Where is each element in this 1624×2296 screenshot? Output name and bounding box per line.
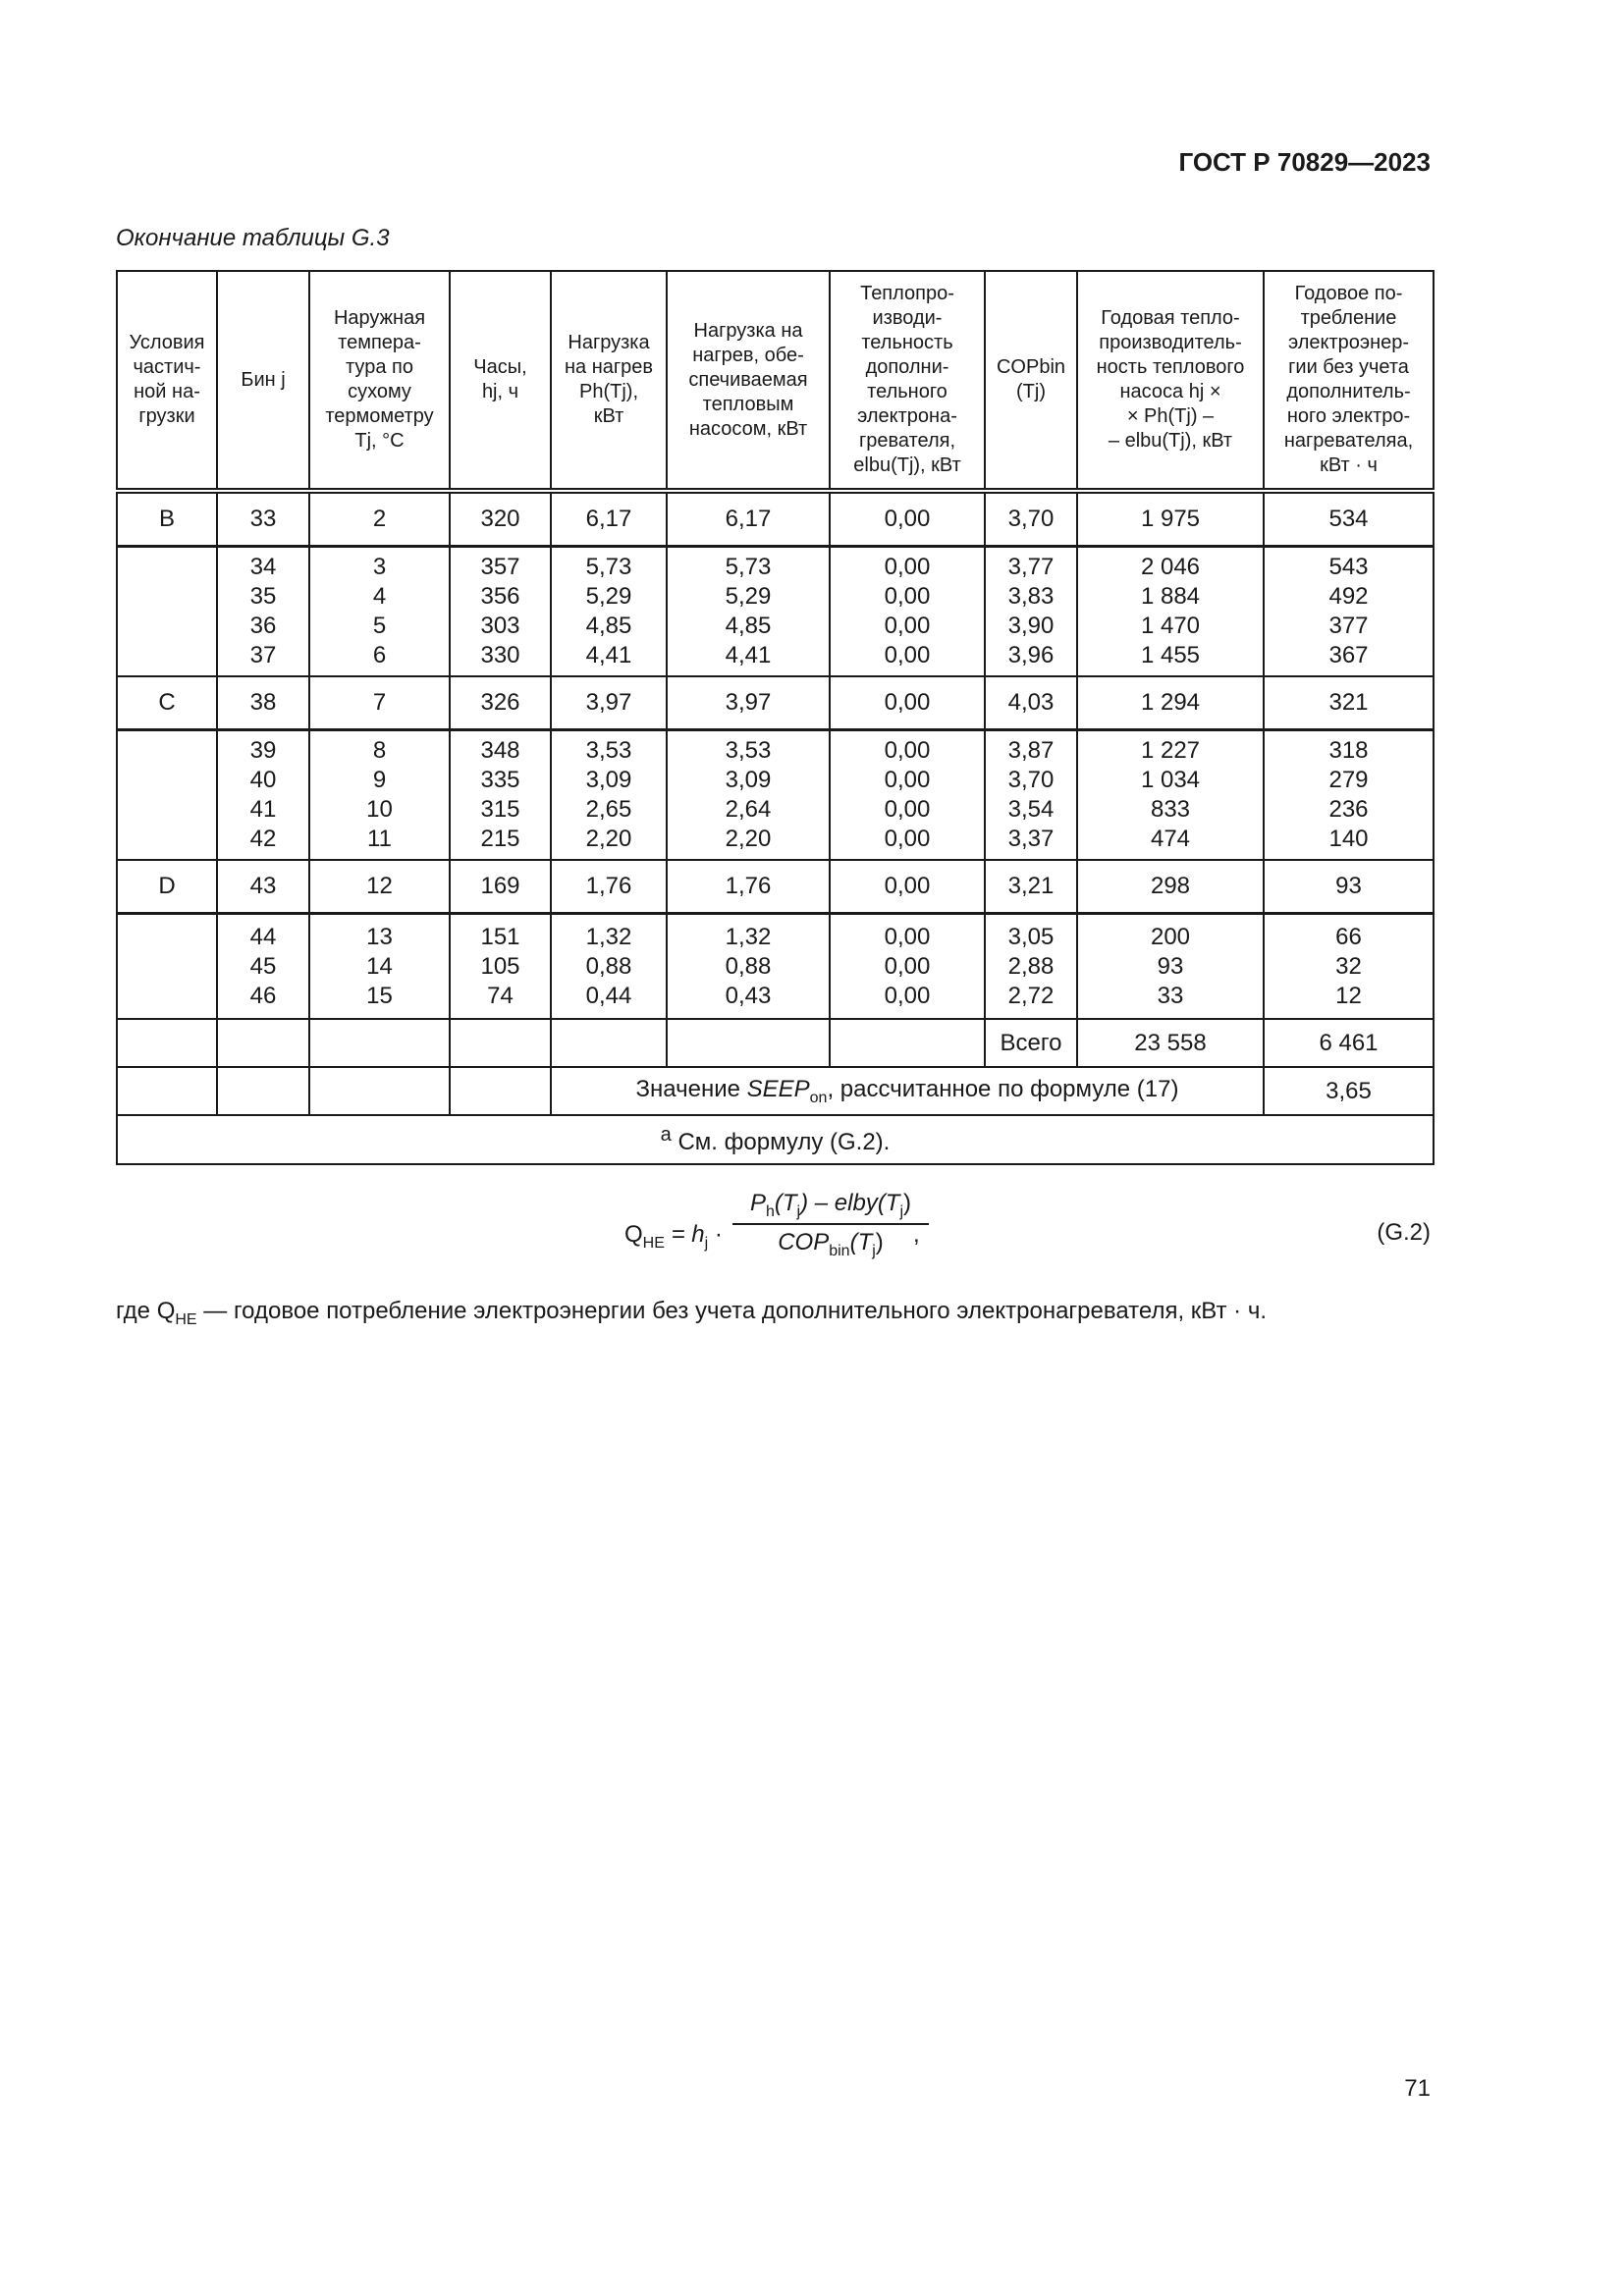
data-table: [116, 270, 1435, 1165]
data-cell: 3,97: [551, 676, 667, 730]
data-cell: 3,05 2,88 2,72: [985, 914, 1077, 1020]
table-row: [117, 914, 1434, 1020]
data-cell: 1 975: [1077, 491, 1264, 547]
table-row: [117, 491, 1434, 547]
empty-cell: [830, 1019, 985, 1067]
empty-cell: [309, 1067, 450, 1115]
empty-cell: [117, 1019, 217, 1067]
header-cell-3: Часы, hj, ч: [450, 271, 551, 491]
formula-fraction: [732, 1190, 929, 1260]
header-cell-4: Нагрузка на нагрев Ph(Tj), кВт: [551, 271, 667, 491]
data-cell: 39 40 41 42: [217, 730, 309, 861]
data-cell: 3,53 3,09 2,64 2,20: [667, 730, 830, 861]
footnote: $^a$ См. формулу (G.2).: [117, 1115, 1434, 1164]
condition-cell: C: [117, 676, 217, 730]
table-row: [117, 860, 1434, 914]
header-cell-9: Годовое по- требление электроэнер- гии без учета дополнитель- ного электро- нагревателяa, кВт · ч: [1264, 271, 1434, 491]
data-cell: 1 227 1 034 833 474: [1077, 730, 1264, 861]
data-cell: 1,32 0,88 0,44: [551, 914, 667, 1020]
data-cell: 6,17: [551, 491, 667, 547]
condition-cell: [117, 914, 217, 1020]
formula-lhs: $Q_{HE} = h_j$ ·: [624, 1221, 723, 1252]
data-cell: 5,73 5,29 4,85 4,41: [551, 547, 667, 677]
seep-label: Значение $SEEP_{on}$, рассчитанное по формуле (17): [551, 1067, 1264, 1115]
data-cell: 7: [309, 676, 450, 730]
header-cell-7: COPbin (Tj): [985, 271, 1077, 491]
header-cell-8: Годовая тепло- производитель- ность теплового насоса hj × × Ph(Tj) – – elbu(Tj), кВт: [1077, 271, 1264, 491]
data-cell: 169: [450, 860, 551, 914]
data-cell: 6,17: [667, 491, 830, 547]
data-cell: 326: [450, 676, 551, 730]
total-label: Всего: [985, 1019, 1077, 1067]
empty-cell: [450, 1019, 551, 1067]
table-row: [117, 730, 1434, 861]
total-row: [117, 1019, 1434, 1067]
data-cell: 3 4 5 6: [309, 547, 450, 677]
data-cell: 3,77 3,83 3,90 3,96: [985, 547, 1077, 677]
condition-cell: [117, 730, 217, 861]
data-cell: 1,76: [551, 860, 667, 914]
data-cell: 66 32 12: [1264, 914, 1434, 1020]
header-cell-6: Теплопро- изводи- тельность дополни- тельного электрона- гревателя, elbu(Tj), кВт: [830, 271, 985, 491]
empty-cell: [117, 1067, 217, 1115]
data-cell: 2: [309, 491, 450, 547]
data-cell: 0,00 0,00 0,00 0,00: [830, 730, 985, 861]
data-cell: 38: [217, 676, 309, 730]
formula-numerator: $P_h(T_j)$ – $elby(T_j)$: [732, 1190, 929, 1225]
total-heat: 23 558: [1077, 1019, 1264, 1067]
formula-denominator: $COP_{bin}(T_j)$: [778, 1228, 884, 1259]
data-cell: 543 492 377 367: [1264, 547, 1434, 677]
empty-cell: [667, 1019, 830, 1067]
data-cell: 0,00: [830, 491, 985, 547]
data-cell: 4,03: [985, 676, 1077, 730]
data-cell: 1 294: [1077, 676, 1264, 730]
data-cell: 1,76: [667, 860, 830, 914]
data-cell: 0,00 0,00 0,00 0,00: [830, 547, 985, 677]
data-cell: 0,00 0,00 0,00: [830, 914, 985, 1020]
data-cell: 318 279 236 140: [1264, 730, 1434, 861]
data-cell: 320: [450, 491, 551, 547]
table-row: [117, 547, 1434, 677]
data-cell: 3,53 3,09 2,65 2,20: [551, 730, 667, 861]
data-cell: 3,97: [667, 676, 830, 730]
data-cell: 13 14 15: [309, 914, 450, 1020]
data-cell: 151 105 74: [450, 914, 551, 1020]
data-cell: 5,73 5,29 4,85 4,41: [667, 547, 830, 677]
total-energy: 6 461: [1264, 1019, 1434, 1067]
formula-number: (G.2): [1377, 1219, 1431, 1246]
empty-cell: [309, 1019, 450, 1067]
seep-row: [117, 1067, 1434, 1115]
empty-cell: [450, 1067, 551, 1115]
header-cell-0: Условия частич- ной на- грузки: [117, 271, 217, 491]
data-cell: 33: [217, 491, 309, 547]
data-cell: 3,70: [985, 491, 1077, 547]
table-caption: Окончание таблицы G.3: [116, 225, 390, 251]
data-cell: 1,32 0,88 0,43: [667, 914, 830, 1020]
data-cell: 321: [1264, 676, 1434, 730]
footnote-row: [117, 1115, 1434, 1164]
header-cell-2: Наружная темпера- тура по сухому термометру Tj, °C: [309, 271, 450, 491]
header-cell-1: Бин j: [217, 271, 309, 491]
formula-explanation: где $Q_{HE}$ — годовое потребление электроэнергии без учета дополнительного электронагревателя, кВт · ч.: [116, 1298, 1267, 1328]
header-cell-5: Нагрузка на нагрев, обе- спечиваемая тепловым насосом, кВт: [667, 271, 830, 491]
empty-cell: [551, 1019, 667, 1067]
data-cell: 3,87 3,70 3,54 3,37: [985, 730, 1077, 861]
data-cell: 0,00: [830, 676, 985, 730]
table-row: [117, 676, 1434, 730]
data-cell: 8 9 10 11: [309, 730, 450, 861]
empty-cell: [217, 1019, 309, 1067]
data-cell: 3,21: [985, 860, 1077, 914]
condition-cell: D: [117, 860, 217, 914]
data-cell: 357 356 303 330: [450, 547, 551, 677]
data-cell: 534: [1264, 491, 1434, 547]
table-header-row: [117, 271, 1434, 491]
data-cell: 2 046 1 884 1 470 1 455: [1077, 547, 1264, 677]
data-cell: 0,00: [830, 860, 985, 914]
condition-cell: [117, 547, 217, 677]
data-cell: 298: [1077, 860, 1264, 914]
data-cell: 43: [217, 860, 309, 914]
empty-cell: [217, 1067, 309, 1115]
standard-code: ГОСТ Р 70829—2023: [1178, 147, 1431, 177]
seep-value: 3,65: [1264, 1067, 1434, 1115]
data-cell: 93: [1264, 860, 1434, 914]
page-number: 71: [1404, 2075, 1431, 2102]
data-cell: 200 93 33: [1077, 914, 1264, 1020]
data-cell: 348 335 315 215: [450, 730, 551, 861]
data-cell: 44 45 46: [217, 914, 309, 1020]
data-cell: 34 35 36 37: [217, 547, 309, 677]
condition-cell: B: [117, 491, 217, 547]
data-cell: 12: [309, 860, 450, 914]
